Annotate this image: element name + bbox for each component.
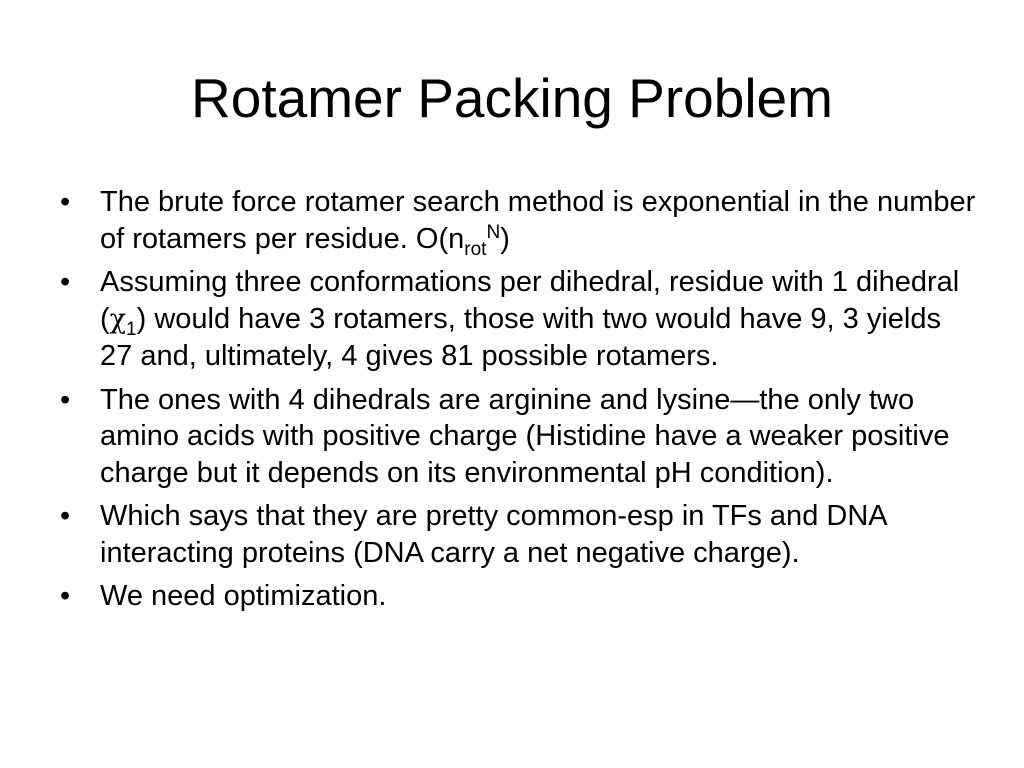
bullet-text: The ones with 4 dihedrals are arginine and lysine—the only two amino acids with positive charge (Histidine have a weaker positive charge but it depends on its environmental pH condition). bbox=[100, 383, 950, 489]
bullet-text: We need optimization. bbox=[100, 580, 387, 612]
bullet-item-optimization bbox=[56, 578, 976, 615]
bullet-text: Assuming three conformations per dihedral, residue with 1 dihedral ( bbox=[100, 266, 960, 335]
bullet-item-common bbox=[56, 498, 976, 571]
bullet-marker: • bbox=[60, 383, 71, 416]
bullet-item-four-dihedrals bbox=[56, 382, 976, 492]
bullet-text-end: ) would have 3 rotamers, those with two would have 9, 3 yields 27 and, ultimately, 4 gives 81 possible rotamers. bbox=[100, 302, 941, 372]
chi-symbol: χ bbox=[109, 303, 127, 335]
bullet-text: The brute force rotamer search method is exponential in the number of rotamers per residue. O(n bbox=[100, 186, 976, 255]
bullet-marker: • bbox=[60, 500, 71, 532]
slide-title: Rotamer Packing Problem bbox=[191, 67, 833, 129]
bullet-marker: • bbox=[60, 186, 71, 218]
bullet-text: Which says that they are pretty common-esp in TFs and DNA interacting proteins (DNA carry a net negative charge). bbox=[100, 500, 887, 569]
bullet-marker: • bbox=[60, 580, 71, 612]
superscript-n: N bbox=[486, 221, 501, 243]
bullet-text-end: ) bbox=[500, 222, 510, 255]
bullet-list bbox=[56, 184, 976, 622]
subscript-rot: rot bbox=[464, 239, 487, 261]
bullet-item-conformations bbox=[56, 264, 976, 375]
bullet-item-complexity bbox=[56, 184, 976, 261]
bullet-marker: • bbox=[60, 266, 71, 298]
subscript-1: 1 bbox=[126, 319, 137, 341]
